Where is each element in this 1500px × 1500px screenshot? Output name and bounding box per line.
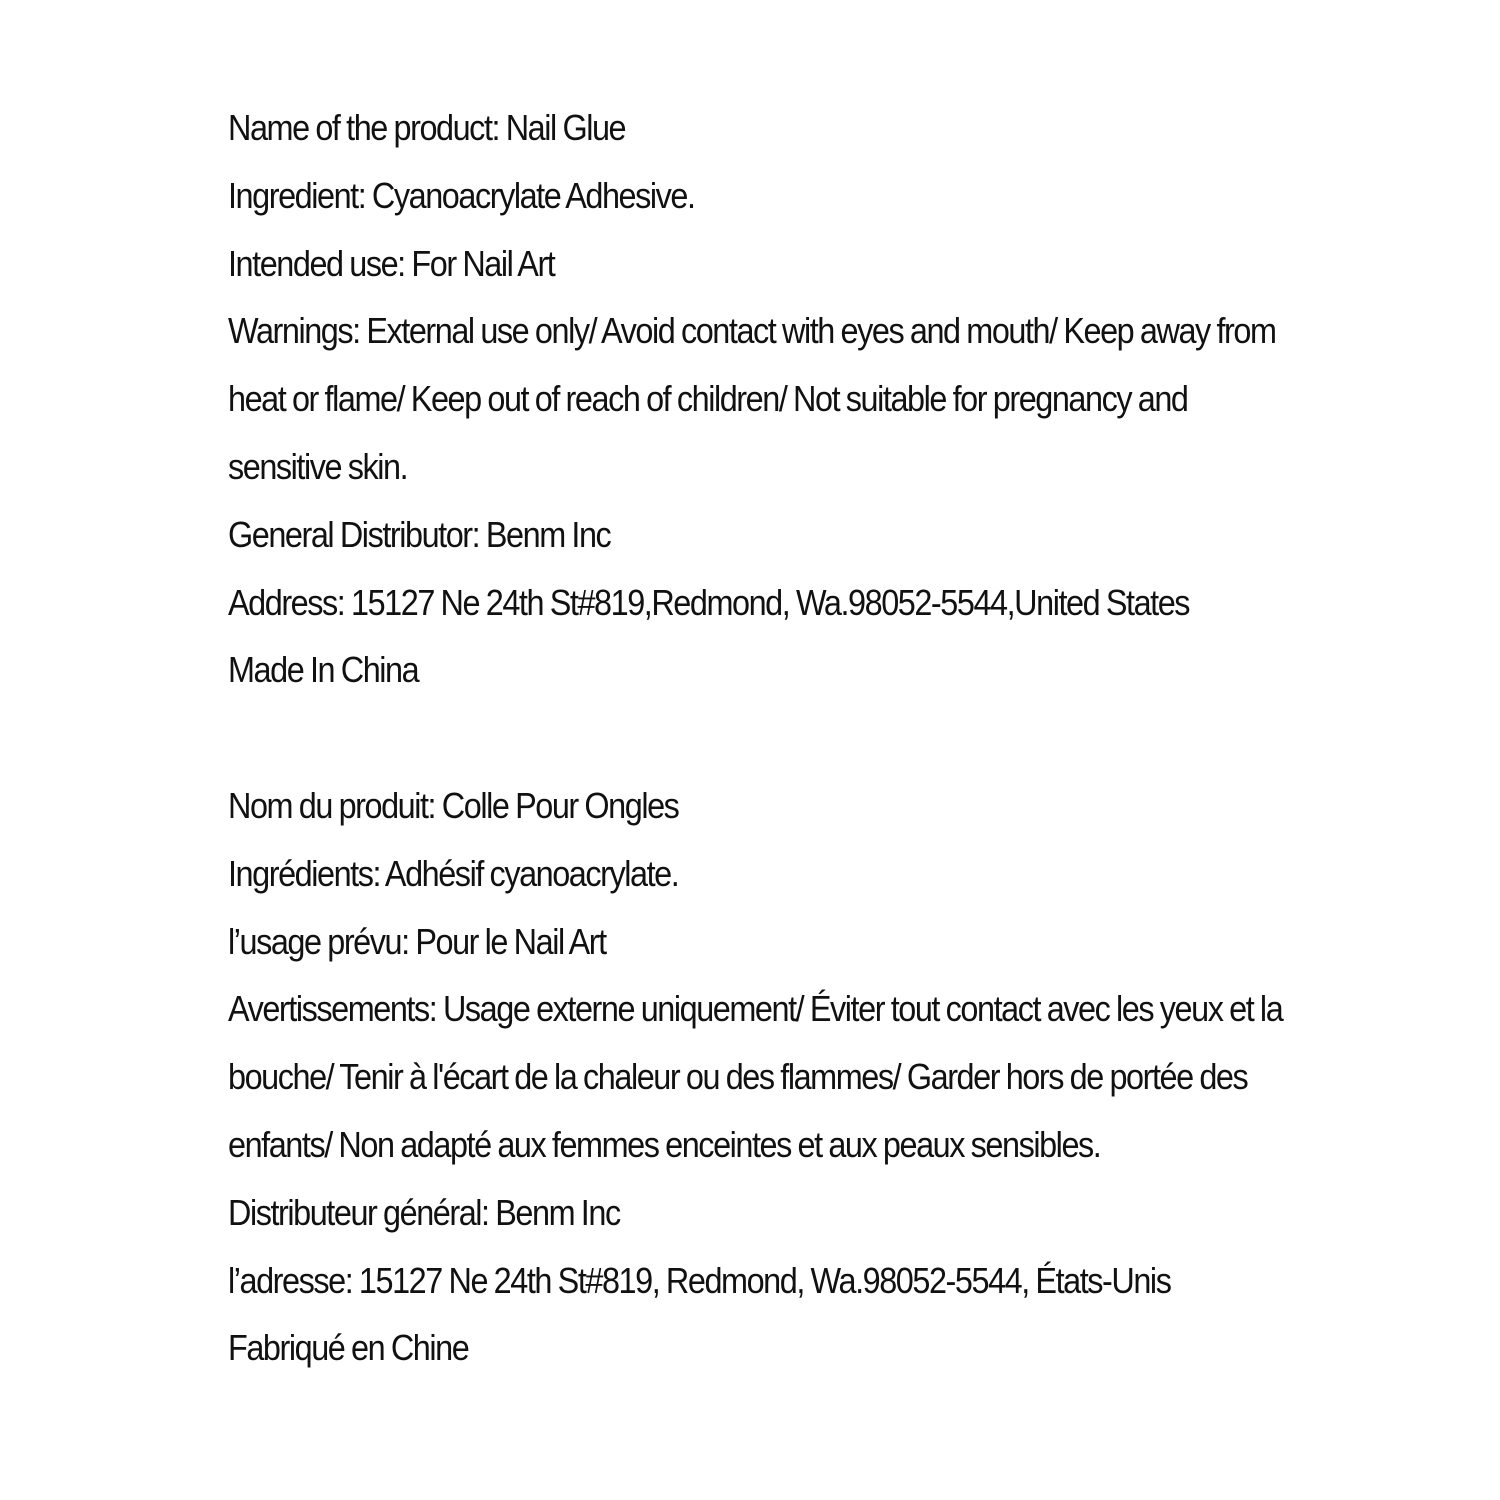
warnings-line-fr: Avertissements: Usage externe uniquement/ Éviter tout contact avec les yeux et la — [228, 988, 1283, 1030]
warnings-line-fr: enfants/ Non adapté aux femmes enceintes et aux peaux sensibles. — [228, 1123, 1101, 1165]
intended-use-fr: l’usage prévu: Pour le Nail Art — [228, 920, 606, 962]
product-name-fr: Nom du produit: Colle Pour Ongles — [228, 784, 679, 826]
address-fr: l’adresse: 15127 Ne 24th St#819, Redmond, Wa.98052-5544, États-Unis — [228, 1259, 1171, 1301]
english-section — [228, 94, 1276, 704]
section-spacer — [228, 704, 1200, 772]
ingredient-fr: Ingrédients: Adhésif cyanoacrylate. — [228, 852, 679, 894]
distributor-fr: Distributeur général: Benm Inc — [228, 1191, 620, 1233]
product-label-text — [228, 94, 1283, 1382]
warnings-line-en: heat or flame/ Keep out of reach of children/ Not suitable for pregnancy and — [228, 378, 1188, 420]
origin-fr: Fabriqué en Chine — [228, 1327, 469, 1369]
intended-use-en: Intended use: For Nail Art — [228, 242, 555, 284]
warnings-line-en: sensitive skin. — [228, 445, 408, 487]
ingredient-en: Ingredient: Cyanoacrylate Adhesive. — [228, 174, 695, 216]
address-en: Address: 15127 Ne 24th St#819,Redmond, Wa.98052-5544,United States — [228, 581, 1190, 623]
warnings-line-fr: bouche/ Tenir à l'écart de la chaleur ou des flammes/ Garder hors de portée des — [228, 1056, 1248, 1098]
product-name-en: Name of the product: Nail Glue — [228, 107, 626, 148]
distributor-en: General Distributor: Benm Inc — [228, 513, 611, 555]
french-section — [228, 772, 1283, 1382]
origin-en: Made In China — [228, 649, 419, 691]
warnings-line-en: Warnings: External use only/ Avoid contact with eyes and mouth/ Keep away from — [228, 310, 1276, 352]
